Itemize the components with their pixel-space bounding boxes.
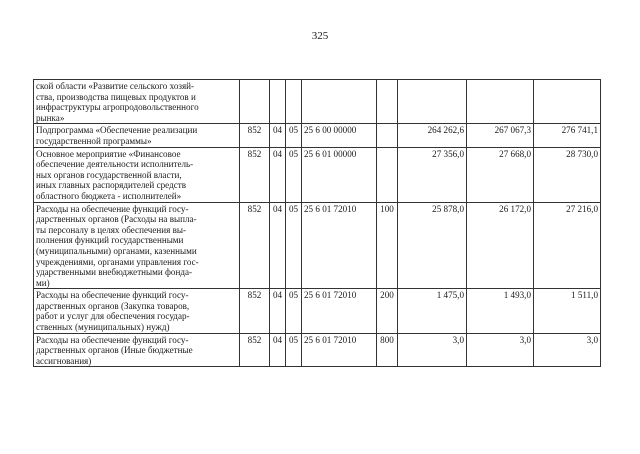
description-line: Расходы на обеспечение функций госу-	[36, 334, 189, 345]
description-line: Основное мероприятие «Финансовое	[36, 148, 181, 159]
description-line: ми)	[36, 277, 50, 288]
section-code-cell: 04	[270, 289, 286, 333]
amount-year3-cell: 276 741,1	[534, 124, 601, 147]
description-line: учреждениями, органами управления гос-	[36, 256, 199, 267]
subsection-code-cell: 05	[286, 147, 302, 202]
subsection-code-cell: 05	[286, 202, 302, 289]
description-line: ской области «Развитие сельского хозяй-	[36, 81, 195, 91]
section-code-cell	[270, 80, 286, 124]
description-cell	[34, 80, 240, 124]
target-article-cell: 25 6 01 72010	[302, 289, 377, 333]
target-article-cell: 25 6 00 00000	[302, 124, 377, 147]
expense-type-cell: 800	[377, 333, 398, 367]
amount-year2-cell: 267 067,3	[467, 124, 534, 147]
amount-year1-cell: 1 475,0	[398, 289, 467, 333]
description-line: ства, производства пищевых продуктов и	[36, 91, 196, 102]
ministry-code-cell: 852	[240, 202, 270, 289]
amount-year3-cell: 27 216,0	[534, 202, 601, 289]
expense-type-cell: 200	[377, 289, 398, 333]
amount-year2-cell: 26 172,0	[467, 202, 534, 289]
table-row	[34, 333, 601, 367]
description-line: дарственных органов (Закупка товаров,	[36, 300, 190, 311]
section-code-cell: 04	[270, 124, 286, 147]
description-line: полнения функций государственными	[36, 235, 184, 246]
description-line: ударственными внебюджетными фонда-	[36, 267, 193, 278]
table-row	[34, 80, 601, 124]
ministry-code-cell	[240, 80, 270, 124]
description-line: ассигнования)	[36, 355, 92, 366]
description-line: Расходы на обеспечение функций госу-	[36, 290, 189, 301]
description-line: областного бюджета - исполнителей»	[36, 190, 182, 201]
subsection-code-cell: 05	[286, 289, 302, 333]
description-line: обеспечение деятельности исполнитель-	[36, 159, 194, 170]
description-cell	[34, 333, 240, 367]
page-number: 325	[311, 30, 329, 42]
amount-year3-cell: 28 730,0	[534, 147, 601, 202]
amount-year1-cell: 25 878,0	[398, 202, 467, 289]
description-cell	[34, 124, 240, 147]
budget-table-body	[34, 80, 601, 367]
ministry-code-cell: 852	[240, 124, 270, 147]
subsection-code-cell: 05	[286, 333, 302, 367]
description-line: (муниципальными) органами, казенными	[36, 245, 197, 256]
table-row	[34, 147, 601, 202]
subsection-code-cell	[286, 80, 302, 124]
expense-type-cell: 100	[377, 202, 398, 289]
target-article-cell: 25 6 01 00000	[302, 147, 377, 202]
section-code-cell: 04	[270, 147, 286, 202]
amount-year3-cell: 3,0	[534, 333, 601, 367]
description-cell	[34, 202, 240, 289]
budget-table	[33, 79, 601, 367]
table-row	[34, 289, 601, 333]
description-line: Расходы на обеспечение функций госу-	[36, 203, 189, 214]
expense-type-cell	[377, 80, 398, 124]
ministry-code-cell: 852	[240, 289, 270, 333]
expense-type-cell	[377, 124, 398, 147]
description-line: инфраструктуры агропродовольственного	[36, 102, 199, 113]
description-line: ных органов государственной власти,	[36, 169, 182, 180]
amount-year1-cell	[398, 80, 467, 124]
description-line: государственной программы»	[36, 135, 152, 146]
description-line: дарственных органов (Расходы на выпла-	[36, 214, 197, 225]
description-line: работ и услуг для обеспечения государ-	[36, 311, 190, 322]
target-article-cell	[302, 80, 377, 124]
expense-type-cell	[377, 147, 398, 202]
table-row	[34, 124, 601, 147]
amount-year3-cell	[534, 80, 601, 124]
amount-year2-cell: 1 493,0	[467, 289, 534, 333]
description-line: Подпрограмма «Обеспечение реализации	[36, 125, 198, 136]
description-line: ственных (муниципальных) нужд)	[36, 322, 170, 333]
description-cell	[34, 289, 240, 333]
table-row	[34, 202, 601, 289]
amount-year2-cell: 3,0	[467, 333, 534, 367]
target-article-cell: 25 6 01 72010	[302, 333, 377, 367]
amount-year1-cell: 27 356,0	[398, 147, 467, 202]
amount-year2-cell	[467, 80, 534, 124]
target-article-cell: 25 6 01 72010	[302, 202, 377, 289]
ministry-code-cell: 852	[240, 147, 270, 202]
amount-year1-cell: 3,0	[398, 333, 467, 367]
amount-year3-cell: 1 511,0	[534, 289, 601, 333]
description-line: дарственных органов (Иные бюджетные	[36, 345, 193, 356]
description-line: иных главных распорядителей средств	[36, 180, 187, 191]
amount-year1-cell: 264 262,6	[398, 124, 467, 147]
description-cell	[34, 147, 240, 202]
ministry-code-cell: 852	[240, 333, 270, 367]
section-code-cell: 04	[270, 202, 286, 289]
subsection-code-cell: 05	[286, 124, 302, 147]
description-line: ты персоналу в целях обеспечения вы-	[36, 224, 187, 235]
section-code-cell: 04	[270, 333, 286, 367]
description-line: рынка»	[36, 112, 65, 123]
amount-year2-cell: 27 668,0	[467, 147, 534, 202]
